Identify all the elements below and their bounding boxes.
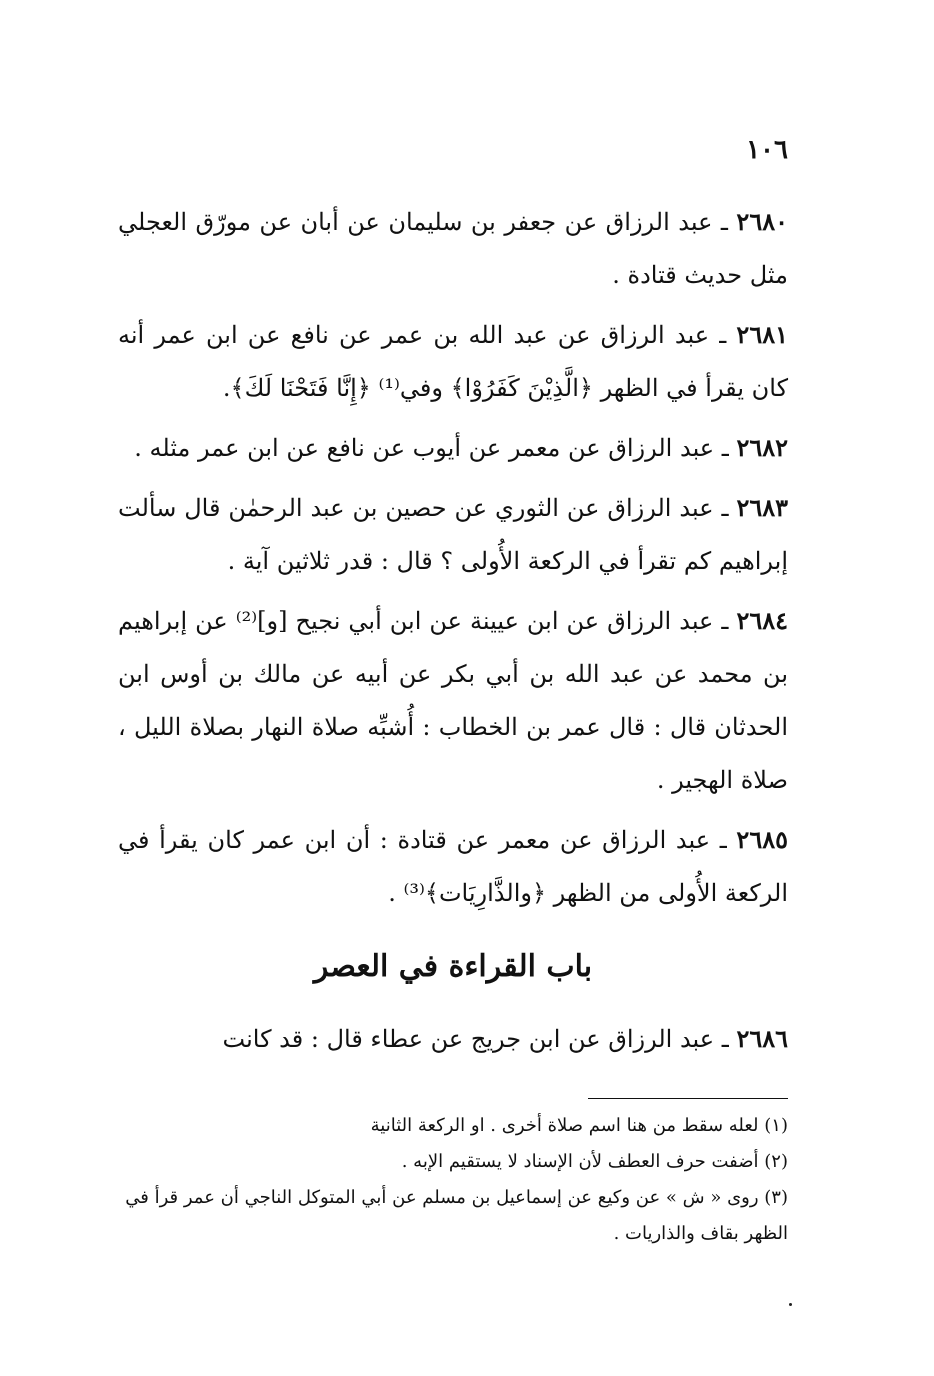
hadith-text: عبد الرزاق عن عبد الله بن عمر عن نافع عن ابن عمر أنه كان يقرأ في الظهر ﴿الَّذِيْنَ كَفَرُوْا﴾ وفي⁽¹⁾ ﴿إِنَّا فَتَحْنَا لَكَ﴾. xyxy=(118,321,788,402)
hadith-number: ٢٦٨٣ xyxy=(736,493,788,522)
footnote-divider xyxy=(588,1098,788,1099)
hadith-2681 xyxy=(118,308,788,415)
page-number: ١٠٦ xyxy=(746,135,788,165)
hadith-text: عبد الرزاق عن الثوري عن حصين بن عبد الرحمٰن قال سألت إبراهيم كم تقرأ في الركعة الأُولى ؟ قال : قدر ثلاثين آية . xyxy=(118,494,788,575)
hadith-number: ٢٦٨١ xyxy=(736,320,788,349)
hadith-text: عبد الرزاق عن ابن جريج عن عطاء قال : قد كانت xyxy=(222,1025,715,1053)
hadith-text: عبد الرزاق عن ابن عيينة عن ابن أبي نجيح [و]⁽²⁾ عن إبراهيم بن محمد عن عبد الله بن أبي بكر عن أبيه عن مالك بن أوس ابن الحدثان قال : قال عمر بن الخطاب : أُشبِّه صلاة النهار بصلاة الليل ، صلاة الهجير . xyxy=(118,607,788,794)
hadith-2684 xyxy=(118,594,788,807)
footnotes xyxy=(118,1108,788,1252)
chapter-title: باب القراءة في العصر xyxy=(313,949,593,984)
dash: ـ xyxy=(713,494,729,522)
hadith-number: ٢٦٨٢ xyxy=(736,433,788,462)
hadith-2686 xyxy=(118,1012,788,1066)
hadith-2685 xyxy=(118,813,788,920)
hadith-2683 xyxy=(118,481,788,588)
scan-speck xyxy=(789,1303,792,1306)
main-text xyxy=(118,195,788,1072)
dash: ـ xyxy=(712,208,728,236)
footnote-2: (٢) أضفت حرف العطف لأن الإسناد لا يستقيم الإبه . xyxy=(401,1151,788,1172)
hadith-number: ٢٦٨٦ xyxy=(736,1024,788,1053)
hadith-2680 xyxy=(118,195,788,302)
hadith-2682 xyxy=(118,421,788,475)
hadith-number: ٢٦٨٤ xyxy=(736,606,789,635)
dash: ـ xyxy=(709,321,727,349)
dash: ـ xyxy=(714,1025,729,1053)
dash: ـ xyxy=(710,826,727,854)
hadith-text: عبد الرزاق عن معمر عن قتادة : أن ابن عمر كان يقرأ في الركعة الأُولى من الظهر ﴿والذَّارِيَات﴾⁽³⁾ . xyxy=(118,826,788,907)
hadith-text: عبد الرزاق عن معمر عن أيوب عن نافع عن ابن عمر مثله . xyxy=(134,434,715,462)
hadith-text: عبد الرزاق عن جعفر بن سليمان عن أبان عن مورّق العجلي مثل حديث قتادة . xyxy=(118,208,788,289)
footnote-1: (١) لعله سقط من هنا اسم صلاة أخرى . او الركعة الثانية xyxy=(370,1115,788,1136)
dash: ـ xyxy=(713,607,729,635)
hadith-number: ٢٦٨٠ xyxy=(736,207,788,236)
hadith-number: ٢٦٨٥ xyxy=(736,825,788,854)
footnote-3: (٣) روى « ش » عن وكيع عن إسماعيل بن مسلم عن أبي المتوكل الناجي أن عمر قرأ في الظهر بقاف والذاريات . xyxy=(125,1187,788,1244)
dash: ـ xyxy=(714,434,729,462)
